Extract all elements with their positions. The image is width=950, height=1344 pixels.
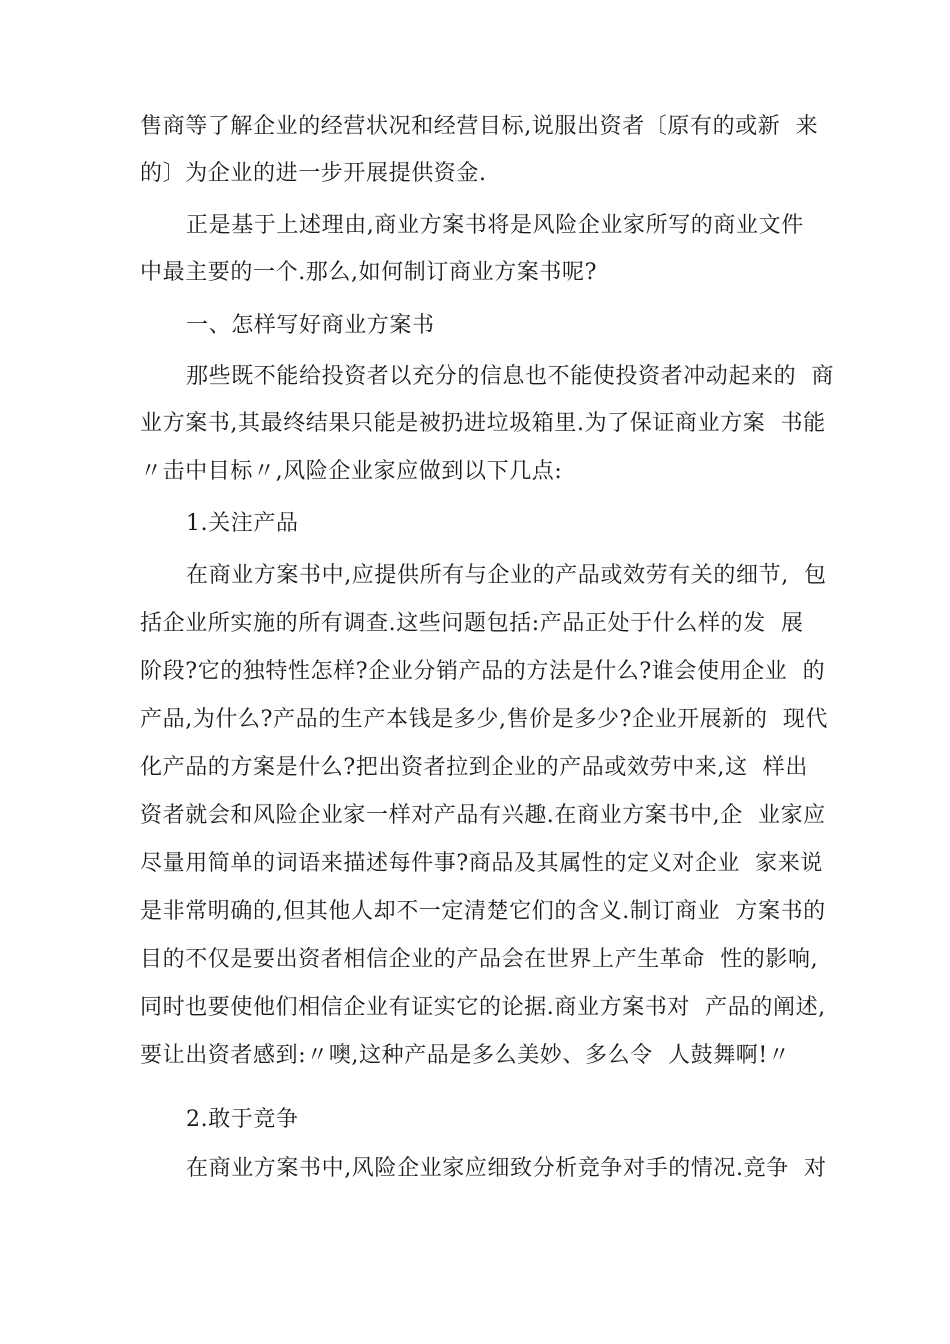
- subheading-2: 2.敢于竞争: [186, 1107, 299, 1132]
- text-line-10: 在商业方案书中,应提供所有与企业的产品或效劳有关的细节, 包: [186, 563, 827, 588]
- text-line-2: 的〕为企业的进一步开展提供资金.: [140, 161, 487, 186]
- text-line-17: 是非常明确的,但其他人却不一定清楚它们的含义.制订商业 方案书的: [140, 899, 826, 924]
- text-line-12: 阶段?它的独特性怎样?企业分销产品的方法是什么?谁会使用企业 的: [140, 659, 826, 684]
- text-line-13: 产品,为什么?产品的生产本钱是多少,售价是多少?企业开展新的 现代: [140, 707, 828, 732]
- text-line-1: 售商等了解企业的经营状况和经营目标,说服出资者〔原有的或新 来: [140, 114, 819, 139]
- text-line-16: 尽量用简单的词语来描述每件事?商品及其属性的定义对企业 家来说: [140, 851, 823, 876]
- text-line-19: 同时也要使他们相信企业有证实它的论据.商业方案书对 产品的阐述,: [140, 995, 826, 1020]
- text-line-22: 在商业方案书中,风险企业家应细致分析竞争对手的情况.竞争 对: [186, 1156, 827, 1181]
- text-line-8: 〃击中目标〃,风险企业家应做到以下几点:: [140, 459, 563, 484]
- text-line-20: 要让出资者感到:〃噢,这种产品是多么美妙、多么令 人鼓舞啊!〃: [140, 1043, 791, 1068]
- text-line-18: 目的不仅是要出资者相信企业的产品会在世界上产生革命 性的影响,: [140, 947, 819, 972]
- text-line-11: 括企业所实施的所有调查.这些问题包括:产品正处于什么样的发 展: [140, 611, 804, 636]
- text-line-7: 业方案书,其最终结果只能是被扔进垃圾箱里.为了保证商业方案 书能: [140, 411, 826, 436]
- subheading-1: 1.关注产品: [186, 511, 299, 536]
- text-line-15: 资者就会和风险企业家一样对产品有兴趣.在商业方案书中,企 业家应: [140, 803, 826, 828]
- text-line-6: 那些既不能给投资者以充分的信息也不能使投资者冲动起来的 商: [186, 364, 834, 389]
- text-line-3: 正是基于上述理由,商业方案书将是风险企业家所写的商业文件: [186, 213, 804, 238]
- section-heading: 一、怎样写好商业方案书: [186, 313, 435, 338]
- text-line-14: 化产品的方案是什么?把出资者拉到企业的产品或效劳中来,这 样出: [140, 755, 808, 780]
- text-line-4: 中最主要的一个.那么,如何制订商业方案书呢?: [140, 260, 597, 285]
